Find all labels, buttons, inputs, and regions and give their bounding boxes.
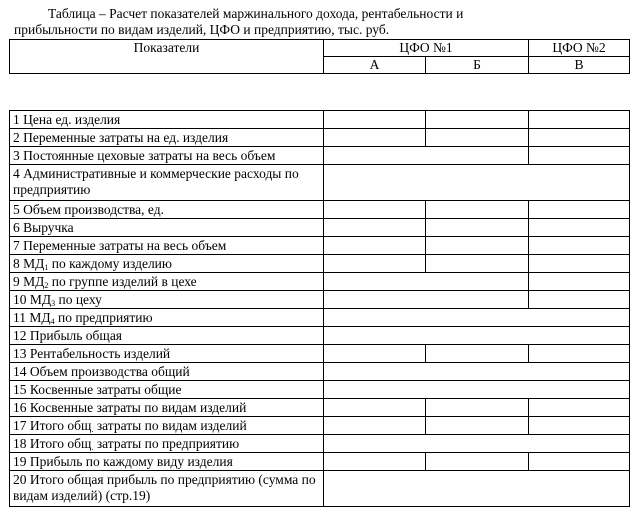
header-cfo2: ЦФО №2: [529, 40, 630, 57]
row-label: [10, 309, 324, 327]
row-label: [10, 255, 324, 273]
table-row: [10, 435, 630, 453]
cell-cfo2-v: [529, 201, 630, 219]
table-row: [10, 237, 630, 255]
cell-cfo1-b: [426, 255, 529, 273]
cell-cfo1-b: [426, 399, 529, 417]
table-row: [10, 201, 630, 219]
header-indicators: Показатели: [10, 40, 324, 74]
cell-cfo2-v: [529, 147, 630, 165]
row-label: 5 Объем производства, ед.: [10, 201, 324, 219]
row-label: 20 Итого общая прибыль по предприятию (сумма по видам изделий) (стр.19): [10, 471, 324, 507]
table-row: [10, 291, 630, 309]
table-row: [10, 381, 630, 399]
caption-line-2: прибыльности по видам изделий, ЦФО и предприятию, тыс. руб.: [14, 22, 390, 37]
row-label: 2 Переменные затраты на ед. изделия: [10, 129, 324, 147]
table-row: [10, 345, 630, 363]
row-label-prefix: 17 Итого общ: [13, 418, 92, 433]
cell-cfo1-a: [324, 111, 426, 129]
table-row: [10, 273, 630, 291]
row-label-prefix: 11 МД: [13, 310, 51, 325]
table-row: [10, 399, 630, 417]
row-label: 12 Прибыль общая: [10, 327, 324, 345]
indicators-table: [9, 110, 630, 507]
row-label: 3 Постоянные цеховые затраты на весь объем: [10, 147, 324, 165]
cell-cfo1-b: [426, 237, 529, 255]
row-label-prefix: 8 МД: [13, 256, 45, 271]
row-label: 1 Цена ед. изделия: [10, 111, 324, 129]
row-label: [10, 273, 324, 291]
cell-cfo1-b: [426, 345, 529, 363]
cell-all-merged: [324, 471, 630, 507]
row-label: 19 Прибыль по каждому виду изделия: [10, 453, 324, 471]
header-cfo1: ЦФО №1: [324, 40, 529, 57]
row-label-subscript: 4: [50, 317, 55, 326]
table-row: [10, 453, 630, 471]
row-label-subscript: 1: [44, 263, 49, 272]
cell-cfo1-merged: [324, 147, 529, 165]
row-label: [10, 417, 324, 435]
header-col-a: А: [324, 57, 426, 74]
row-label-suffix: затраты по видам изделий: [93, 418, 247, 433]
cell-cfo2-v: [529, 273, 630, 291]
row-label-suffix: по предприятию: [54, 310, 153, 325]
cell-all-merged: [324, 165, 630, 201]
cell-cfo1-a: [324, 453, 426, 471]
cell-cfo1-a: [324, 201, 426, 219]
cell-cfo1-a: [324, 237, 426, 255]
row-label-subscript: .: [91, 425, 94, 434]
cell-cfo2-v: [529, 399, 630, 417]
table-caption: [14, 6, 614, 38]
row-label-suffix: по группе изделий в цехе: [48, 274, 197, 289]
row-label-subscript: .: [91, 443, 94, 452]
cell-cfo1-a: [324, 219, 426, 237]
table-row: [10, 129, 630, 147]
cell-cfo1-b: [426, 417, 529, 435]
cell-cfo1-a: [324, 129, 426, 147]
row-label: 15 Косвенные затраты общие: [10, 381, 324, 399]
row-label: 16 Косвенные затраты по видам изделий: [10, 399, 324, 417]
row-label-prefix: 18 Итого общ: [13, 436, 92, 451]
cell-cfo1-a: [324, 345, 426, 363]
header-col-v: В: [529, 57, 630, 74]
row-label: [10, 435, 324, 453]
table-row: [10, 111, 630, 129]
table-row: [10, 417, 630, 435]
table-row: [10, 471, 630, 507]
row-label: 13 Рентабельность изделий: [10, 345, 324, 363]
table-row: [10, 255, 630, 273]
table-row: [10, 363, 630, 381]
cell-cfo2-v: [529, 129, 630, 147]
cell-cfo2-v: [529, 453, 630, 471]
cell-cfo1-b: [426, 201, 529, 219]
cell-cfo1-a: [324, 399, 426, 417]
cell-cfo2-v: [529, 417, 630, 435]
row-label-suffix: затраты по предприятию: [93, 436, 240, 451]
row-label-suffix: по цеху: [55, 292, 102, 307]
cell-cfo1-a: [324, 417, 426, 435]
cell-cfo1-merged: [324, 273, 529, 291]
caption-line-1: Таблица – Расчет показателей маржинального дохода, рентабельности и: [48, 6, 464, 21]
cell-cfo2-v: [529, 219, 630, 237]
table-row: [10, 309, 630, 327]
cell-cfo1-b: [426, 129, 529, 147]
row-label: 4 Административные и коммерческие расходы по предприятию: [10, 165, 324, 201]
cell-cfo2-v: [529, 111, 630, 129]
cell-cfo2-v: [529, 291, 630, 309]
table-row: [10, 165, 630, 201]
cell-all-merged: [324, 381, 630, 399]
row-label-prefix: 9 МД: [13, 274, 45, 289]
cell-cfo1-a: [324, 255, 426, 273]
indicators-table-body: [10, 111, 630, 507]
cell-all-merged: [324, 363, 630, 381]
cell-cfo1-merged: [324, 291, 529, 309]
table-row: [10, 327, 630, 345]
row-label-subscript: 2: [44, 281, 49, 290]
row-label: 6 Выручка: [10, 219, 324, 237]
header-table: [9, 39, 630, 74]
cell-cfo1-b: [426, 453, 529, 471]
row-label-subscript: 3: [51, 299, 56, 308]
cell-cfo1-b: [426, 111, 529, 129]
table-row: [10, 219, 630, 237]
row-label: 7 Переменные затраты на весь объем: [10, 237, 324, 255]
cell-cfo2-v: [529, 237, 630, 255]
row-label: [10, 291, 324, 309]
cell-all-merged: [324, 435, 630, 453]
cell-cfo2-v: [529, 255, 630, 273]
cell-all-merged: [324, 327, 630, 345]
table-row: [10, 147, 630, 165]
row-label-prefix: 10 МД: [13, 292, 52, 307]
row-label: 14 Объем производства общий: [10, 363, 324, 381]
row-label-suffix: по каждому изделию: [48, 256, 172, 271]
cell-all-merged: [324, 309, 630, 327]
cell-cfo1-b: [426, 219, 529, 237]
header-col-b: Б: [426, 57, 529, 74]
cell-cfo2-v: [529, 345, 630, 363]
